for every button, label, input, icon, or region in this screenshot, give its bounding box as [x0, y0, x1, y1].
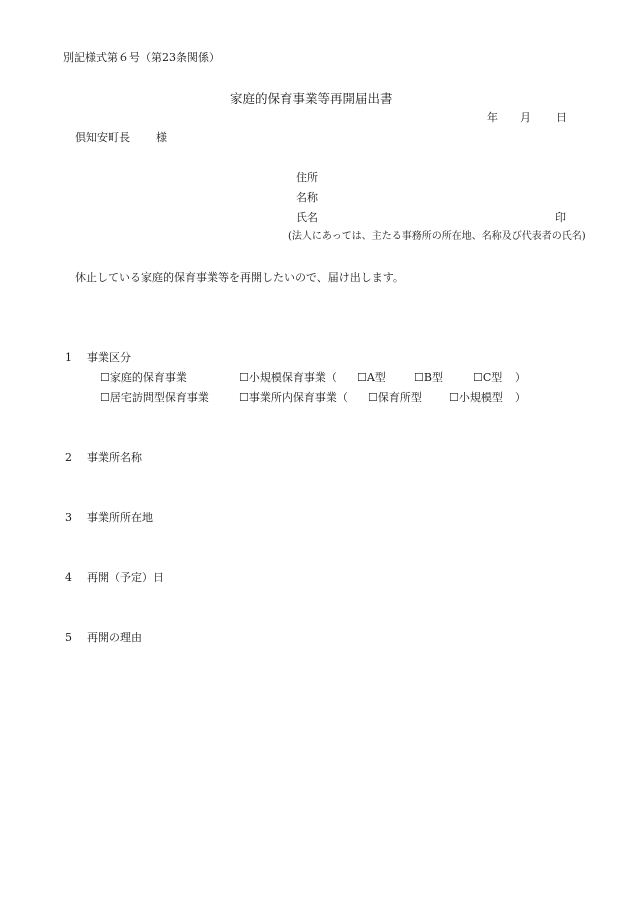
address-label: 住所	[296, 171, 318, 184]
section-1-number: 1	[65, 351, 72, 364]
seal-mark: 印	[555, 211, 566, 224]
section-3-label: 事業所所在地	[87, 511, 153, 524]
applicant-note: (法人にあっては、主たる事務所の所在地、名称及び代表者の氏名)	[288, 231, 586, 242]
section-5-number: 5	[65, 631, 72, 644]
checkbox-type-b[interactable]: ☐B型	[414, 371, 443, 384]
checkbox-type-c[interactable]: ☐C型	[473, 371, 503, 384]
statement: 休止している家庭的保育事業等を再開したいので、届け出します。	[75, 271, 404, 284]
checkbox-home-visit-childcare[interactable]: ☐居宅訪問型保育事業	[100, 391, 209, 404]
form-label: 別記様式第６号（第23条関係）	[63, 51, 220, 64]
name-label: 名称	[296, 191, 318, 204]
row1-close-paren: ）	[515, 371, 526, 384]
section-2-label: 事業所名称	[87, 451, 142, 464]
date-year: 年	[487, 111, 498, 124]
checkbox-type-a[interactable]: ☐A型	[357, 371, 386, 384]
date-day: 日	[556, 111, 567, 124]
checkbox-family-childcare[interactable]: ☐家庭的保育事業	[100, 371, 187, 384]
document-title: 家庭的保育事業等再開届出書	[230, 91, 393, 106]
row2-close-paren: ）	[515, 391, 526, 404]
section-4-number: 4	[65, 571, 72, 584]
section-5-label: 再開の理由	[87, 631, 142, 644]
section-2-number: 2	[65, 451, 72, 464]
addressee-name: 倶知安町長	[75, 131, 130, 144]
checkbox-nursery-type[interactable]: ☐保育所型	[368, 391, 422, 404]
section-1-label: 事業区分	[87, 351, 131, 364]
date-month: 月	[520, 111, 531, 124]
checkbox-small-scale-type[interactable]: ☐小規模型	[449, 391, 503, 404]
section-3-number: 3	[65, 511, 72, 524]
addressee-honorific: 様	[156, 131, 167, 144]
checkbox-workplace-childcare[interactable]: ☐事業所内保育事業（	[239, 391, 348, 404]
checkbox-small-scale-childcare[interactable]: ☐小規模保育事業（	[239, 371, 337, 384]
section-4-label: 再開（予定）日	[87, 571, 164, 584]
person-label: 氏名	[296, 211, 318, 224]
